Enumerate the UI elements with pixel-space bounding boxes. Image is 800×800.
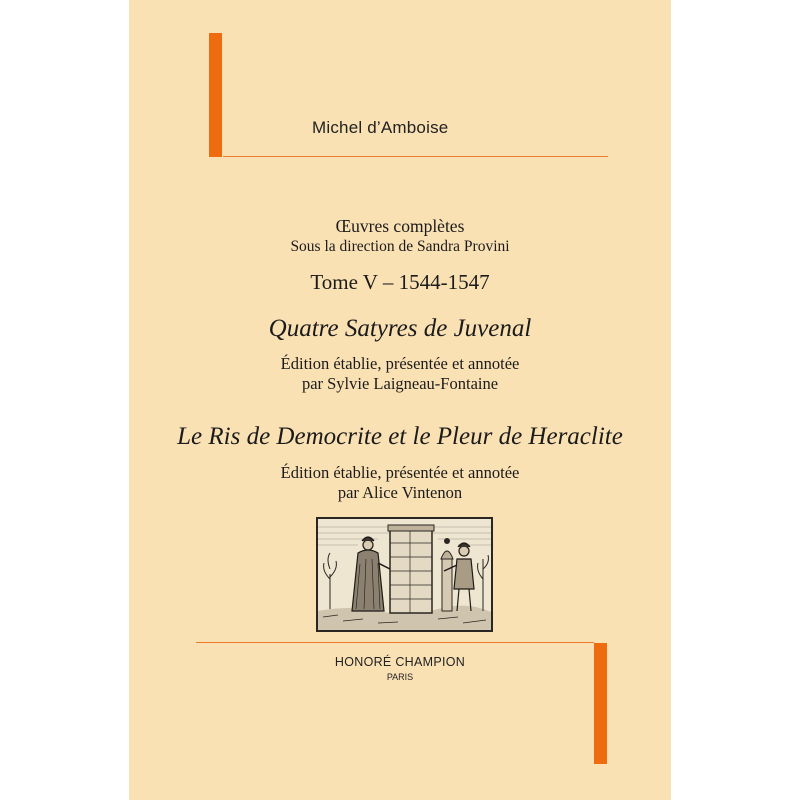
work-title-2: Le Ris de Democrite et le Pleur de Heraclite (177, 423, 623, 450)
woodcut-illustration (316, 517, 493, 632)
edition-credit-1 (129, 354, 671, 394)
divider-top (223, 156, 608, 157)
publisher-name: HONORÉ CHAMPION (334, 655, 466, 669)
author-name: Michel d’Amboise (312, 118, 449, 137)
publisher-city: PARIS (386, 672, 414, 682)
divider-bottom (196, 642, 594, 643)
edition-credit-2-line-1: Édition établie, présentée et annotée (280, 463, 520, 482)
work-title-1: Quatre Satyres de Juvenal (268, 315, 532, 342)
series-title: Œuvres complètes (335, 216, 465, 236)
edition-credit-1-line-1: Édition établie, présentée et annotée (280, 354, 520, 373)
volume-title: Tome V – 1544-1547 (310, 270, 490, 294)
edition-credit-2 (129, 463, 671, 503)
edition-credit-2-line-2: par Alice Vintenon (337, 483, 463, 502)
edition-credit-1-line-2: par Sylvie Laigneau-Fontaine (301, 374, 499, 393)
orange-accent-bar-top (209, 33, 222, 157)
editor-direction: Sous la direction de Sandra Provini (290, 238, 510, 255)
